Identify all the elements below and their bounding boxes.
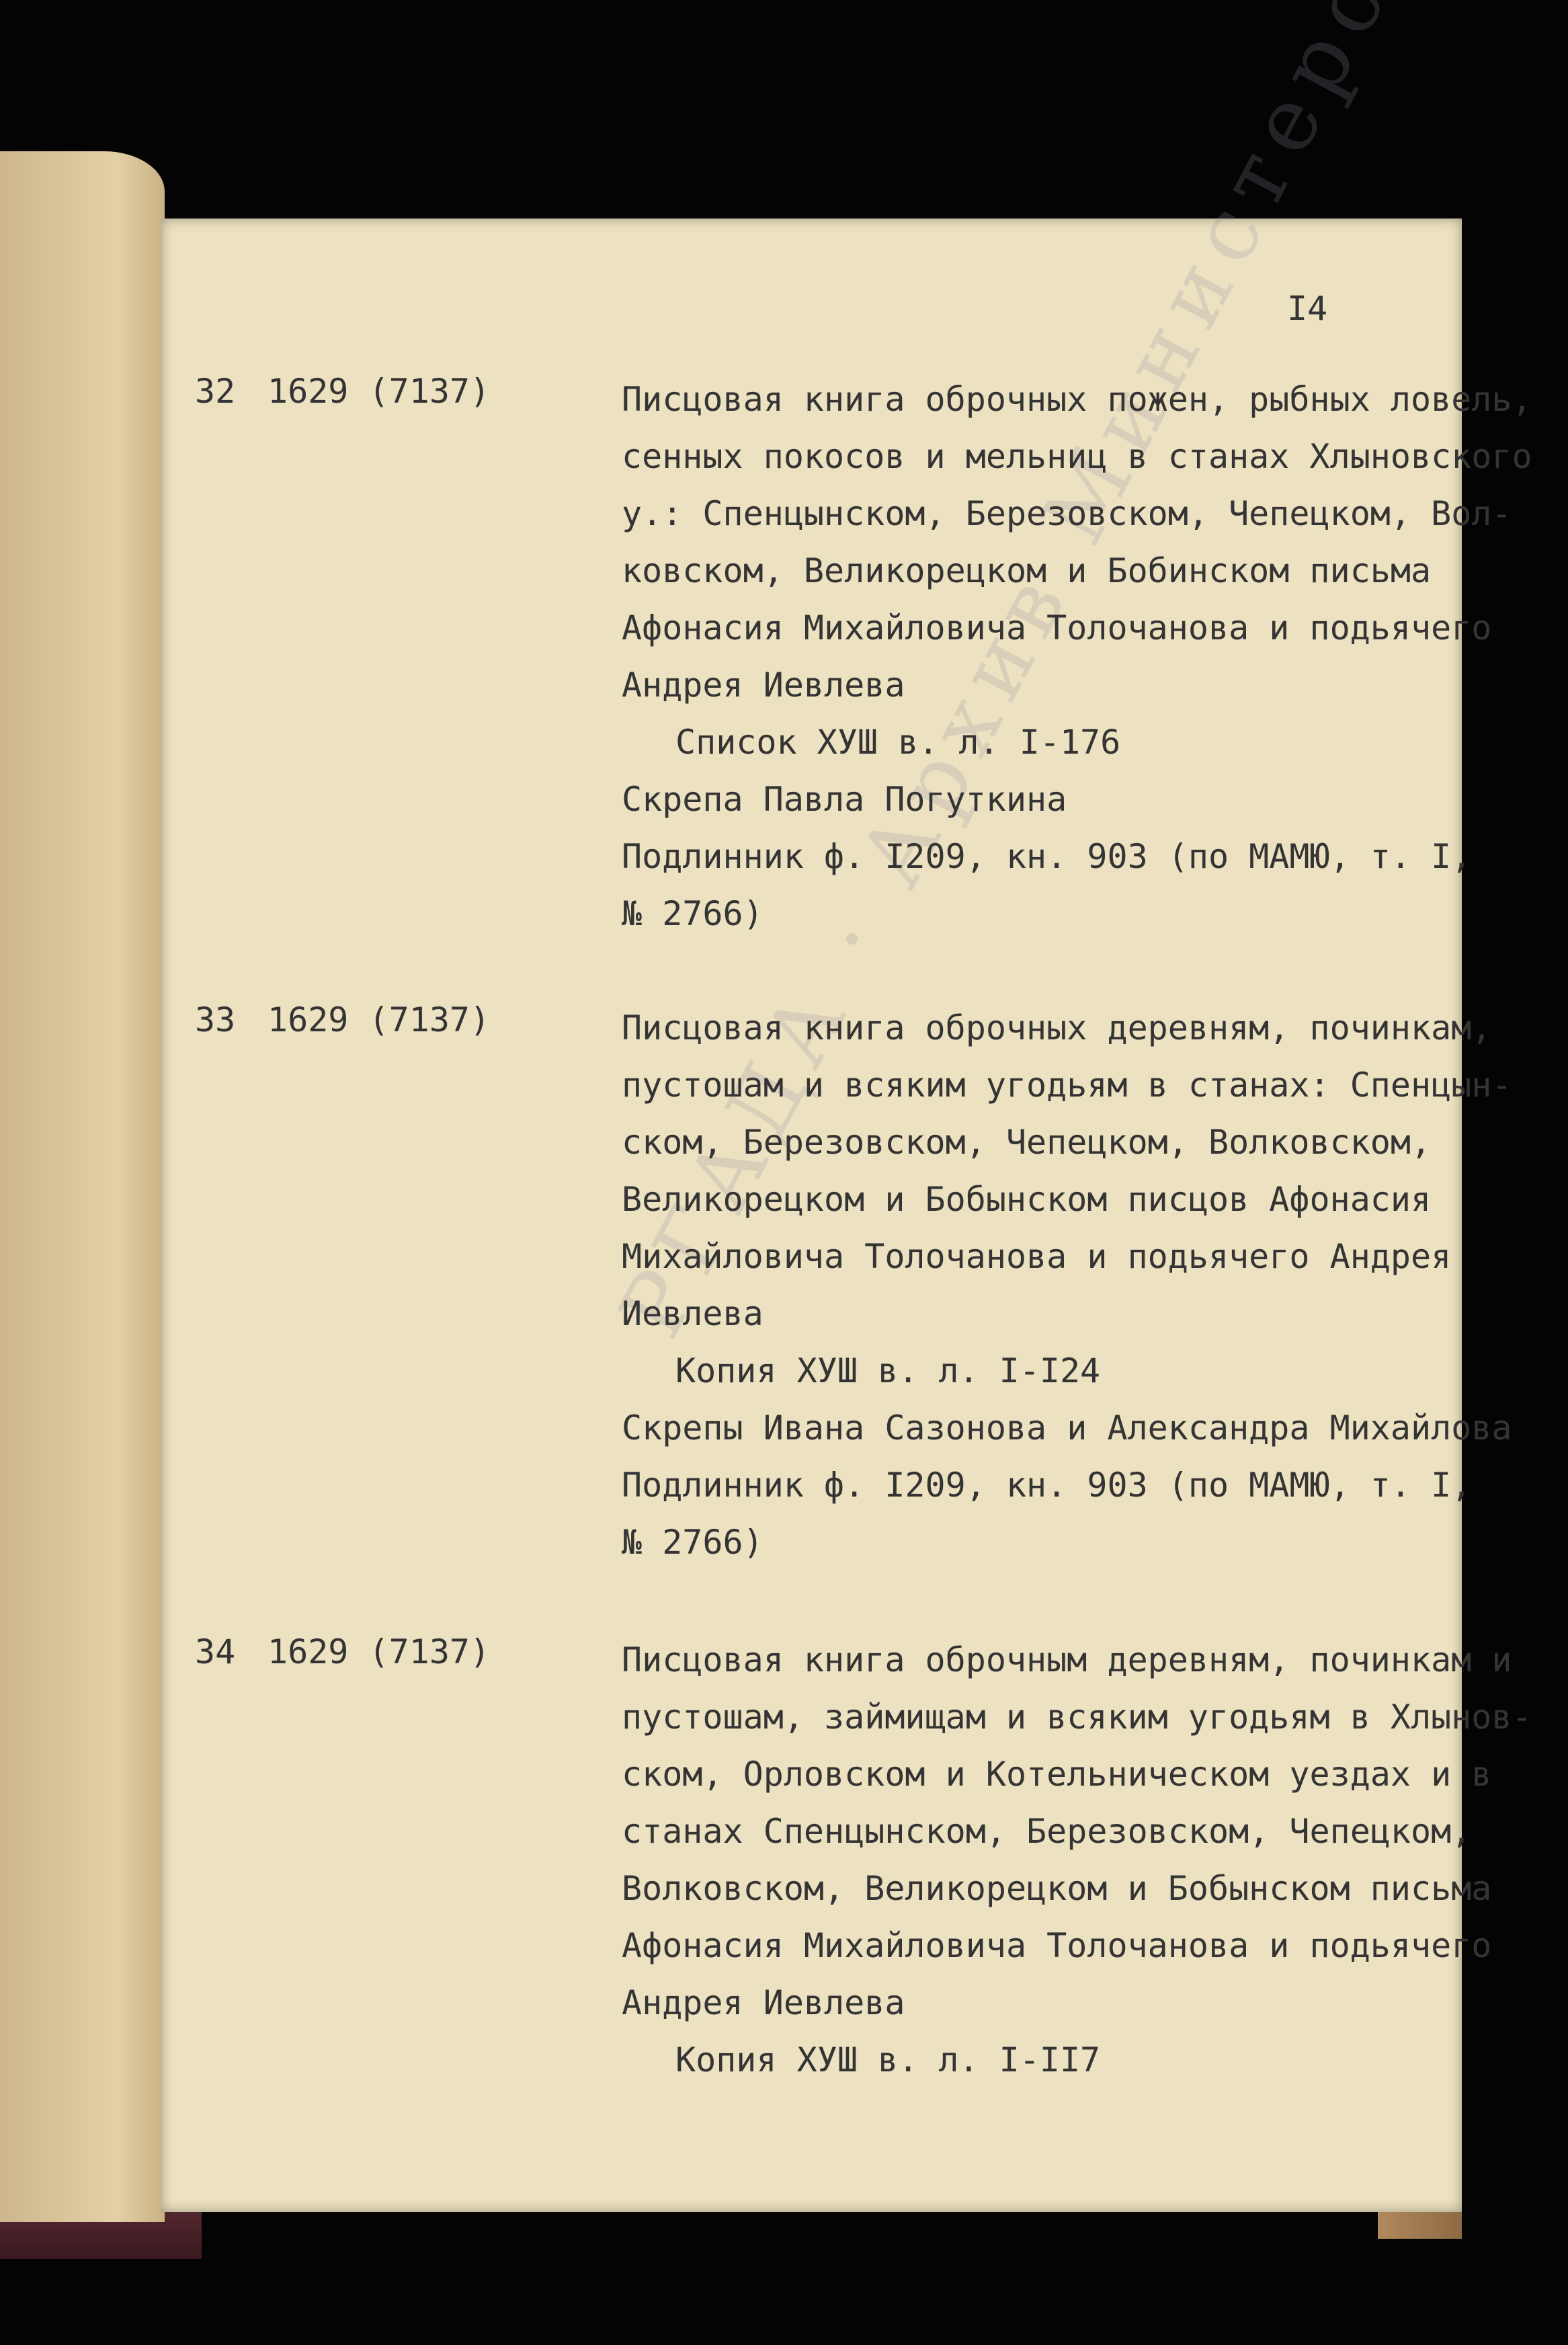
page-number: I4 (1287, 289, 1328, 328)
entry-line: Афонасия Михайловича Толочанова и подьячего (622, 1926, 1492, 1965)
entry-line: пустошам и всяким угодьям в станах: Спенцын- (622, 1066, 1512, 1105)
entry-line: Михайловича Толочанова и подьячего Андрея (622, 1237, 1452, 1276)
entry-line: Андрея Иевлева (622, 1983, 905, 2022)
entry-copy-line: Список ХУШ в. л. I-176 (675, 723, 1121, 762)
left-page-edge (0, 151, 165, 2222)
entry-date: 1629 (7137) (267, 372, 491, 411)
entry-line: Скрепа Павла Погуткина (622, 780, 1067, 819)
entry-line: Афонасия Михайловича Толочанова и подьячего (622, 608, 1492, 647)
entry-number: 32 (195, 372, 236, 411)
entry-number: 34 (195, 1632, 236, 1671)
archive-watermark-stamp: РГАДА · Архив (599, 549, 1092, 1354)
entry-line: у.: Спенцынском, Березовском, Чепецком, Вол- (622, 494, 1512, 533)
entry-line: Волковском, Великорецком и Бобынском письма (622, 1869, 1492, 1908)
entry-line: Писцовая книга оброчных пожен, рыбных ловель, (622, 380, 1532, 419)
entry-line: Андрея Иевлева (622, 666, 905, 705)
entry-line: Великорецком и Бобынском писцов Афонасия (622, 1180, 1432, 1219)
entry-date: 1629 (7137) (267, 1000, 491, 1039)
entry-number: 33 (195, 1000, 236, 1039)
entry-line: ском, Орловском и Котельническом уездах и в (622, 1755, 1492, 1794)
entry-line: Иевлева (622, 1294, 764, 1333)
entry-line: № 2766) (622, 1523, 764, 1562)
entry-line: Подлинник ф. I209, кн. 903 (по МАМЮ, т. I, (622, 837, 1472, 876)
entry-line: Писцовая книга оброчных деревням, починкам, (622, 1008, 1492, 1047)
entry-line: пустошам, займищам и всяким угодьям в Хлынов- (622, 1698, 1532, 1737)
entry-line: Подлинник ф. I209, кн. 903 (по МАМЮ, т. I, (622, 1466, 1472, 1505)
entry-copy-line: Копия ХУШ в. л. I-II7 (675, 2040, 1101, 2079)
entry-line: № 2766) (622, 894, 764, 933)
entry-line: ском, Березовском, Чепецком, Волковском, (622, 1123, 1432, 1162)
entry-line: Скрепы Ивана Сазонова и Александра Михайлова (622, 1408, 1512, 1447)
entry-date: 1629 (7137) (267, 1632, 491, 1671)
entry-copy-line: Копия ХУШ в. л. I-I24 (675, 1351, 1101, 1390)
entry-line: сенных покосов и мельниц в станах Хлыновского (622, 437, 1532, 476)
entry-line: Писцовая книга оброчным деревням, починкам и (622, 1640, 1512, 1679)
entry-line: ковском, Великорецком и Бобинском письма (622, 551, 1432, 590)
entry-line: станах Спенцынском, Березовском, Чепецком, (622, 1812, 1472, 1851)
